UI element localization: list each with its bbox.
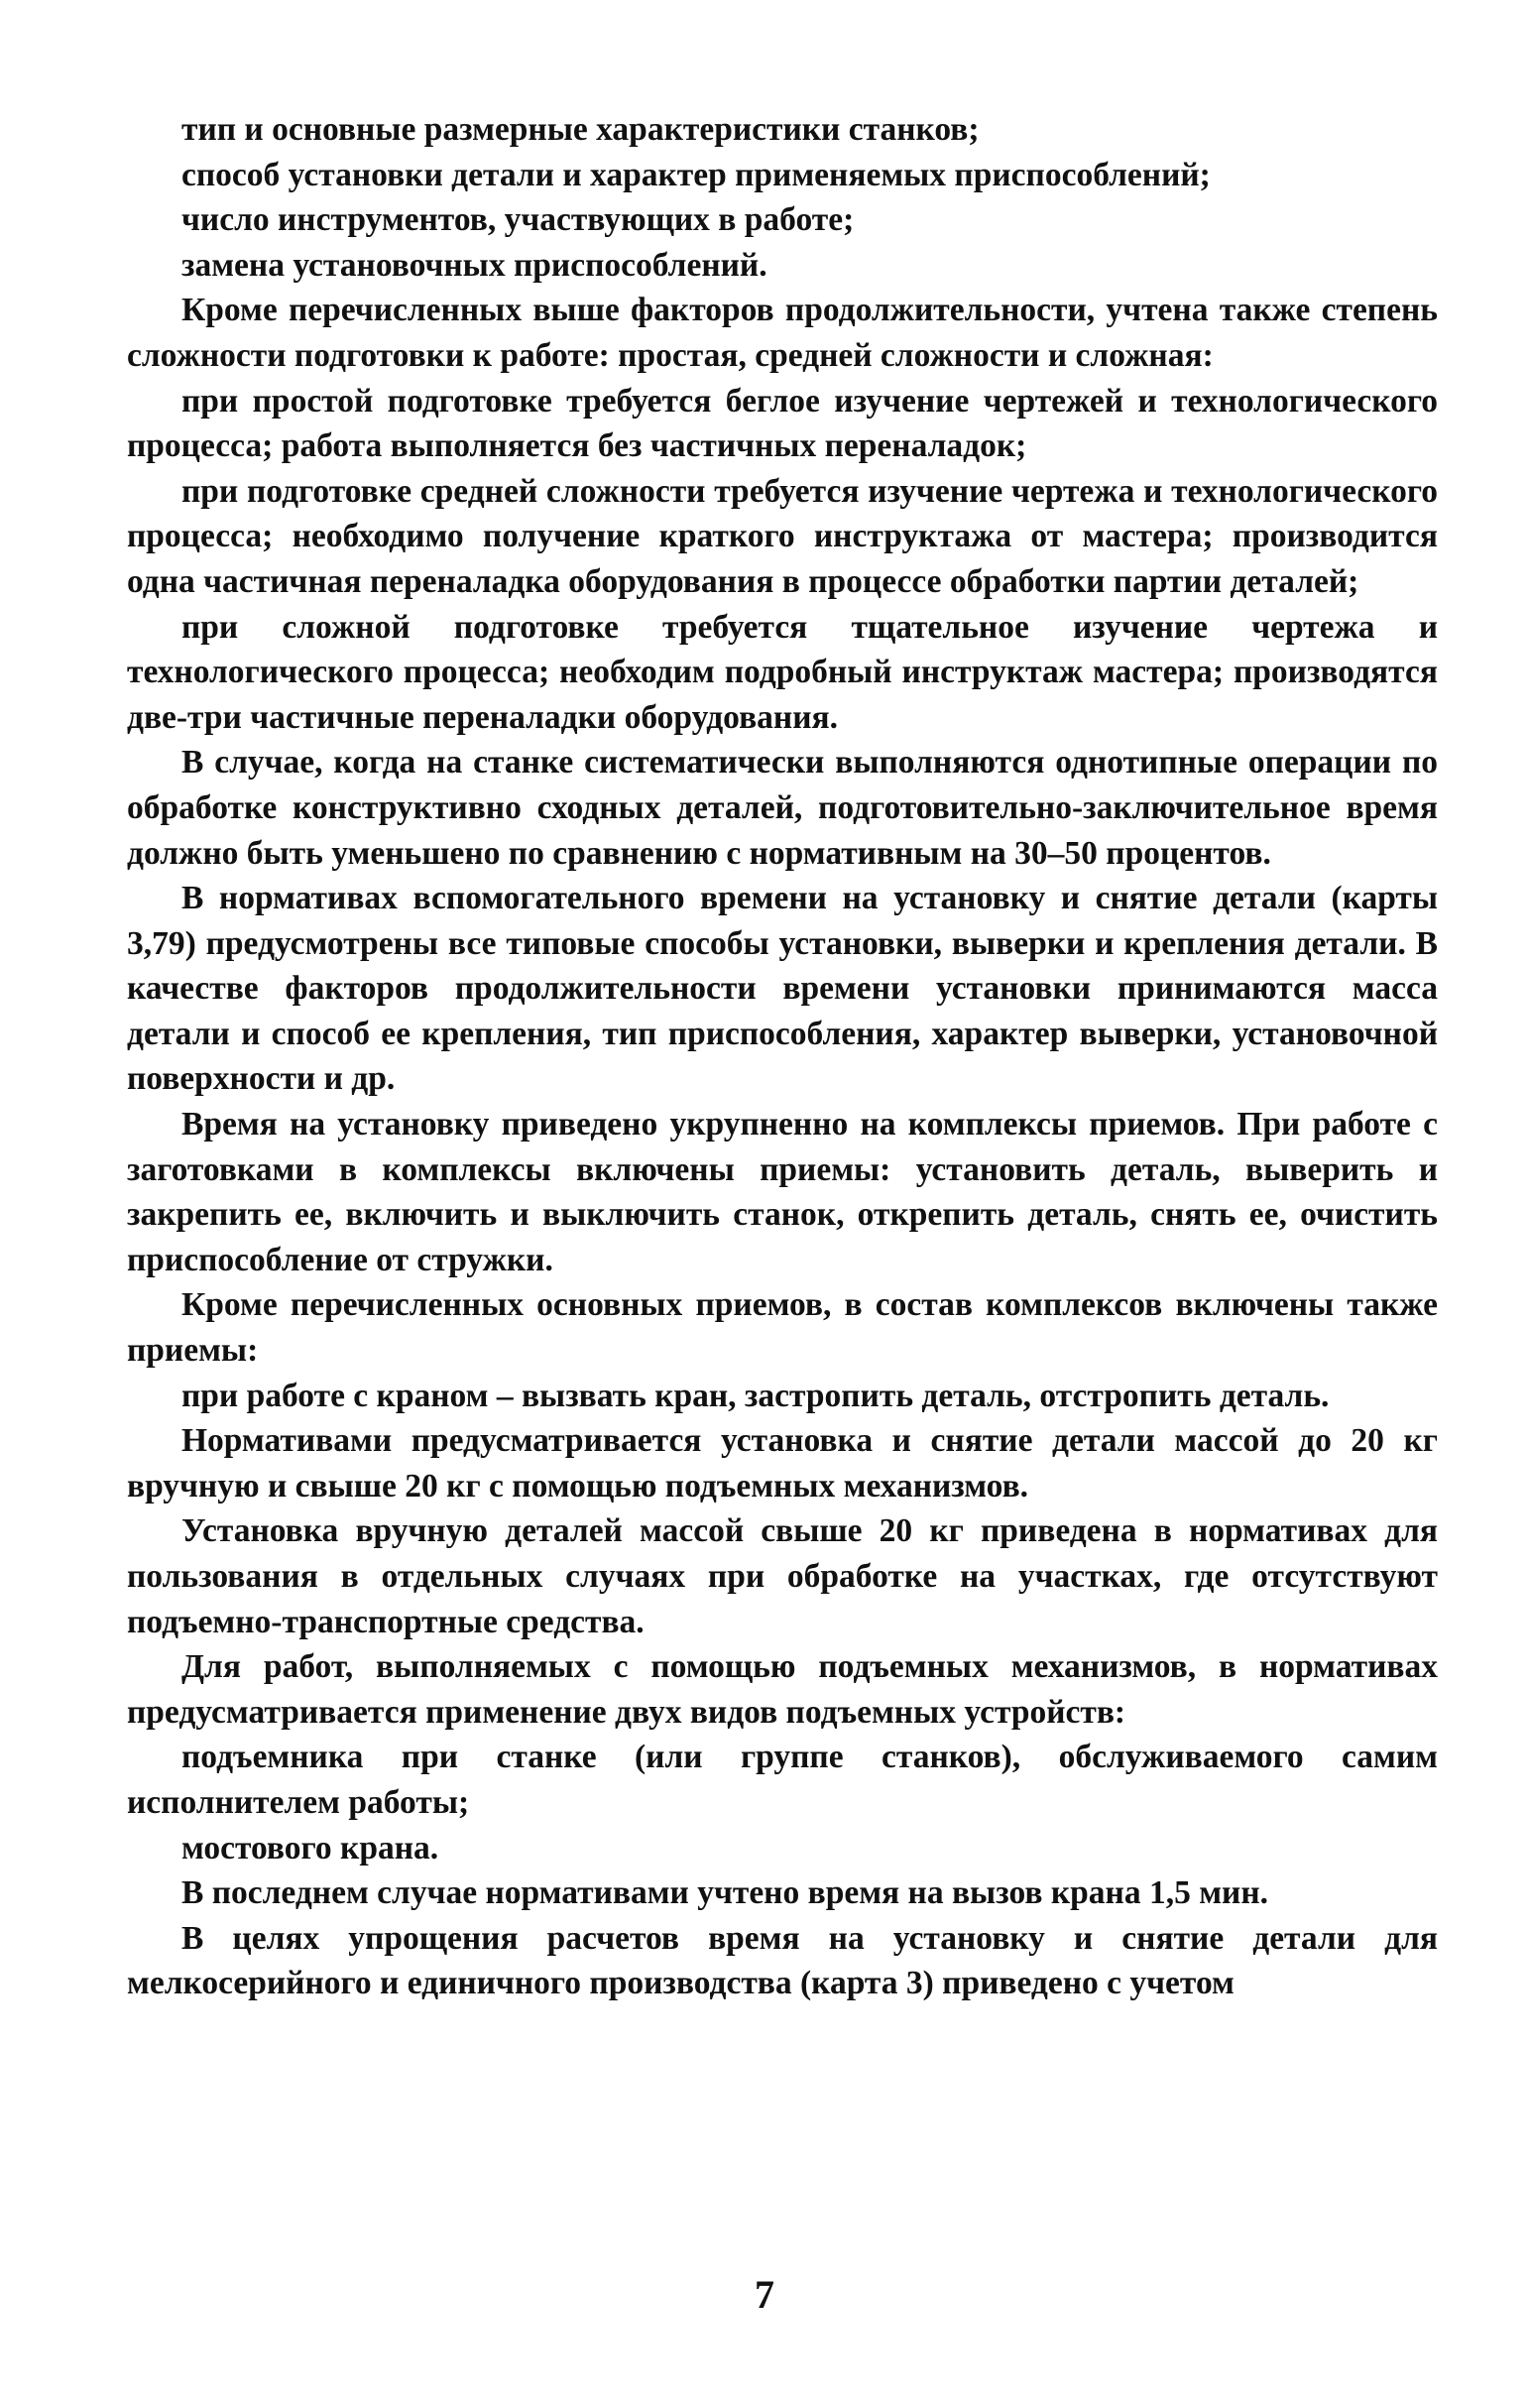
paragraph: В нормативах вспомогательного времени на установку и снятие детали (карты 3,79) предусмотрены все типовые способы установки, выверки и крепления детали. В качестве факторов продолжительности времени установки принимаются масса детали и способ ее крепления, тип приспособления, характер выверки, установочной поверхности и др.: [127, 880, 1438, 1098]
paragraph: Кроме перечисленных выше факторов продолжительности, учтена также степень сложности подготовки к работе: простая, средней сложности и сложная:: [127, 292, 1438, 374]
paragraph: В последнем случае нормативами учтено время на вызов крана 1,5 мин.: [181, 1874, 1268, 1912]
paragraph: Установка вручную деталей массой свыше 20 кг приведена в нормативах для пользования в отдельных случаях при обработке на участках, где отсутствуют подъемно-транспортные средства.: [127, 1512, 1438, 1640]
paragraph: Для работ, выполняемых с помощью подъемных механизмов, в нормативах предусматривается применение двух видов подъемных устройств:: [127, 1648, 1438, 1731]
paragraph: при сложной подготовке требуется тщательное изучение чертежа и технологического процесса; необходим подробный инструктаж мастера; производятся две-три частичные переналадки оборудования.: [127, 608, 1438, 736]
paragraph: при простой подготовке требуется беглое изучение чертежей и технологического процесса; работа выполняется без частичных переналадок;: [127, 382, 1438, 465]
paragraph: Время на установку приведено укрупненно на комплексы приемов. При работе с заготовками в комплексы включены приемы: установить деталь, выверить и закрепить ее, включить и выключить станок, открепить деталь, снять ее, очистить приспособление от стружки.: [127, 1106, 1438, 1278]
paragraph: при работе с краном – вызвать кран, застропить деталь, отстропить деталь.: [181, 1377, 1330, 1414]
paragraph: Кроме перечисленных основных приемов, в состав комплексов включены также приемы:: [127, 1286, 1438, 1370]
paragraph: В целях упрощения расчетов время на установку и снятие детали для мелкосерийного и единичного производства (карта 3) приведено с учетом: [127, 1919, 1438, 2002]
paragraph: способ установки детали и характер применяемых приспособлений;: [181, 156, 1211, 193]
page-number: 7: [755, 2272, 774, 2317]
paragraph: В случае, когда на станке систематически выполняются однотипные операции по обработке конструктивно сходных деталей, подготовительно-заключительное время должно быть уменьшено по сравнению с нормативным на 30–50 процентов.: [127, 744, 1438, 872]
paragraph: при подготовке средней сложности требуется изучение чертежа и технологического процесса; необходимо получение краткого инструктажа от мастера; производится одна частичная переналадка оборудования в процессе обработки партии деталей;: [127, 472, 1438, 600]
body-text: [127, 107, 1438, 2006]
paragraph: подъемника при станке (или группе станков), обслуживаемого самим исполнителем работы;: [127, 1739, 1438, 1821]
paragraph: Нормативами предусматривается установка и снятие детали массой до 20 кг вручную и свыше 20 кг с помощью подъемных механизмов.: [127, 1422, 1438, 1505]
paragraph: тип и основные размерные характеристики станков;: [181, 111, 980, 148]
paragraph: замена установочных приспособлений.: [181, 246, 767, 284]
paragraph: число инструментов, участвующих в работе;: [181, 201, 855, 239]
paragraph: мостового крана.: [181, 1829, 439, 1866]
